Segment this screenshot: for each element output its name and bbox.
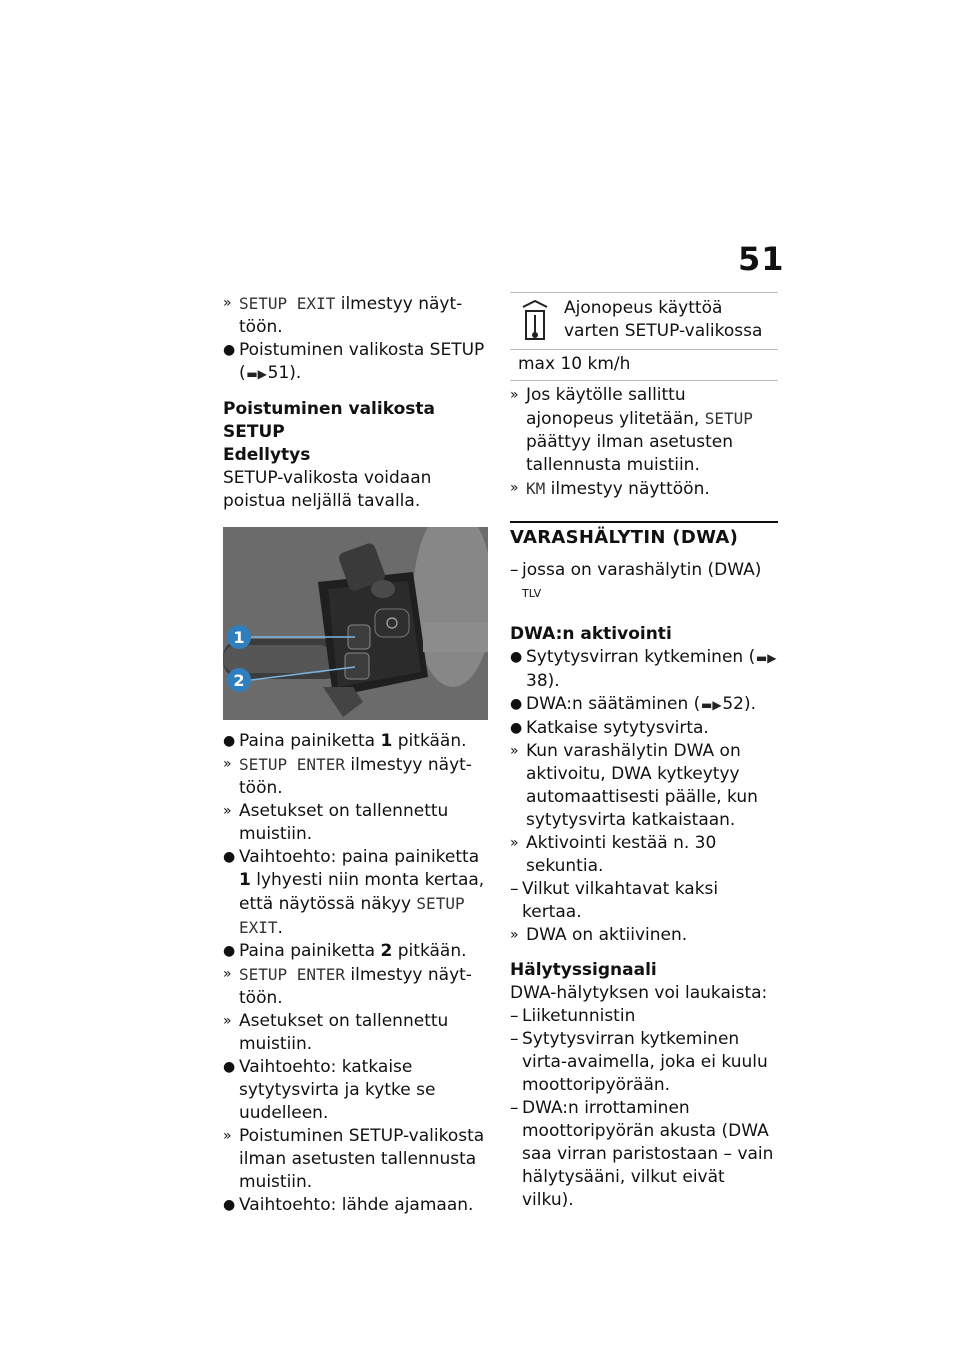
info-box-title: Ajonopeus käyttöä varten SETUP-valikossa (564, 298, 763, 341)
item-text: Jos käytölle sallittu ajonopeus ylitetään, (526, 385, 705, 429)
dash-marker: – (510, 560, 519, 580)
bullet-marker: ● (510, 648, 523, 665)
step-item (223, 1194, 488, 1217)
display-text: SETUP (704, 409, 753, 428)
item-text: Sytytysvirran kytkeminen virta-avaimella, joka ei kuulu moottoripyörään. (522, 1028, 768, 1095)
item-text-mid: lyhyesti niin monta kertaa, että näytössä näkyy (239, 870, 485, 914)
dash-marker: – (510, 1005, 519, 1026)
result-marker: » (223, 756, 232, 772)
result-marker: » (510, 480, 519, 496)
item-text-end: pitkään. (392, 941, 467, 961)
result-marker: » (223, 803, 232, 819)
subheading: Edellytys (223, 445, 311, 465)
result-item (510, 384, 778, 477)
bullet-marker: ● (510, 695, 523, 712)
bullet-marker: ● (223, 1197, 236, 1213)
callout-1: 1 (233, 628, 245, 647)
item-text: Katkaise sytytysvirta. (526, 717, 709, 738)
result-item (223, 1010, 488, 1056)
item-text: Paina painiketta (239, 731, 381, 751)
result-marker: » (223, 295, 232, 311)
dash-marker: – (510, 1028, 519, 1049)
result-item (223, 963, 488, 1010)
speedometer-spec-icon (520, 299, 550, 343)
item-text: DWA:n irrottaminen moottoripyörän akusta (DWA saa virran paristostaan – vain hälytysääni, vilkut eivät vilku). (522, 1097, 774, 1210)
page-ref[interactable]: 51 (267, 363, 290, 383)
dash-marker: – (510, 1097, 519, 1118)
result-item (223, 292, 488, 339)
result-item (510, 477, 778, 501)
condition-item (510, 878, 778, 924)
item-text: ilmestyy näyt-töön. (239, 755, 472, 798)
page-number: 51 (738, 240, 785, 278)
step-item (510, 717, 778, 740)
step-item (223, 730, 488, 753)
section-title: VARASHÄLYTIN (DWA) (510, 521, 778, 549)
trigger-item (510, 1097, 778, 1212)
step-item (223, 1056, 488, 1125)
step-item (223, 846, 488, 940)
handlebar-switch-illustration (223, 527, 488, 720)
button-number: 1 (239, 870, 251, 890)
item-text: Poistuminen valikosta SETUP ( (239, 340, 485, 383)
step-item (223, 940, 488, 963)
display-text: SETUP EXIT (239, 894, 465, 937)
item-text: DWA on aktiivinen. (526, 924, 688, 945)
page-ref-arrow-icon: ▬▶ (755, 650, 777, 665)
section-heading: Poistuminen valikosta SETUP (223, 399, 435, 442)
button-number: 1 (380, 731, 393, 751)
result-item (510, 740, 778, 832)
dash-marker: – (510, 878, 519, 899)
bullet-marker: ● (223, 1059, 236, 1075)
item-text: Asetukset on tallennettu muistiin. (239, 801, 449, 844)
item-text-end: ). (547, 670, 560, 691)
trigger-item (510, 1028, 778, 1097)
result-item (223, 753, 488, 800)
item-text: ilmestyy näyt-töön. (239, 965, 472, 1008)
callout-2: 2 (233, 671, 245, 690)
step-item (510, 693, 778, 717)
bullet-marker: ● (223, 733, 236, 749)
result-marker: » (510, 742, 519, 759)
subheading-alarm-signal: Hälytyssignaali (510, 959, 657, 980)
result-marker: » (510, 387, 519, 403)
bullet-marker: ● (223, 943, 236, 959)
result-marker: » (223, 1013, 232, 1029)
display-text: KM (526, 479, 546, 498)
item-text: Kun varashälytin DWA on aktivoitu, DWA kytkeytyy automaattisesti päälle, kun sytytysvirta katkaistaan. (526, 740, 758, 830)
step-item (510, 646, 778, 693)
result-item (510, 924, 778, 947)
item-text: ilmestyy näyt-töön. (239, 294, 463, 337)
page-ref-arrow-icon: ▬▶ (701, 697, 722, 712)
left-column (223, 292, 488, 1217)
result-marker: » (223, 966, 232, 982)
bullet-marker: ● (510, 719, 523, 736)
step-item (223, 339, 488, 386)
option-code: TLV (522, 587, 542, 600)
result-item (223, 1125, 488, 1194)
item-text-end: . (277, 918, 283, 938)
item-text: Vaihtoehto: paina painiketta (239, 847, 480, 867)
item-text: Sytytysvirran kytkeminen ( (526, 646, 756, 667)
info-box-value: max 10 km/h (518, 354, 631, 374)
item-text: ilmestyy näyttöön. (545, 479, 710, 499)
item-text: Asetukset on tallennettu muistiin. (239, 1011, 449, 1054)
bullet-marker: ● (223, 342, 236, 358)
info-box-header (510, 293, 778, 350)
page-ref[interactable]: 38 (526, 670, 548, 691)
display-text: SETUP ENTER (239, 755, 345, 774)
page-ref-arrow-icon: ▬▶ (246, 367, 267, 381)
result-marker: » (223, 1128, 232, 1144)
item-text: Aktivointi kestää n. 30 sekuntia. (526, 832, 717, 876)
display-text: SETUP EXIT (239, 294, 336, 313)
item-text: jossa on varashälytin (DWA) (522, 560, 762, 580)
info-box (510, 292, 778, 381)
result-marker: » (510, 834, 519, 851)
result-marker: » (510, 926, 519, 943)
item-text-end: päättyy ilman asetusten tallennusta muistiin. (526, 432, 734, 475)
item-text: DWA:n säätäminen ( (526, 693, 701, 714)
handlebar-switch-photo (223, 527, 488, 720)
item-text: Vilkut vilkahtavat kaksi kertaa. (522, 878, 719, 922)
bullet-marker: ● (223, 849, 236, 865)
page-ref[interactable]: 52 (722, 693, 744, 714)
item-text: Liiketunnistin (522, 1005, 636, 1026)
result-item (510, 832, 778, 878)
item-text-end: pitkään. (392, 731, 467, 751)
right-column (510, 292, 778, 1212)
result-item (223, 800, 488, 846)
trigger-item (510, 1005, 778, 1028)
paragraph: DWA-hälytyksen voi laukaista: (510, 982, 768, 1003)
item-text-end: ). (289, 363, 302, 383)
item-text: Vaihtoehto: lähde ajamaan. (239, 1195, 474, 1215)
subheading-activation: DWA:n aktivointi (510, 623, 672, 644)
item-text-end: ). (743, 693, 756, 714)
paragraph: SETUP-valikosta voidaan poistua neljällä tavalla. (223, 468, 432, 511)
condition-item (510, 559, 778, 611)
item-text: Poistuminen SETUP-valikosta ilman asetusten tallennusta muistiin. (239, 1126, 485, 1192)
item-text: Vaihtoehto: katkaise sytytysvirta ja kytke se uudelleen. (239, 1057, 436, 1123)
item-text: Paina painiketta (239, 941, 381, 961)
display-text: SETUP ENTER (239, 965, 345, 984)
button-number: 2 (380, 941, 393, 961)
